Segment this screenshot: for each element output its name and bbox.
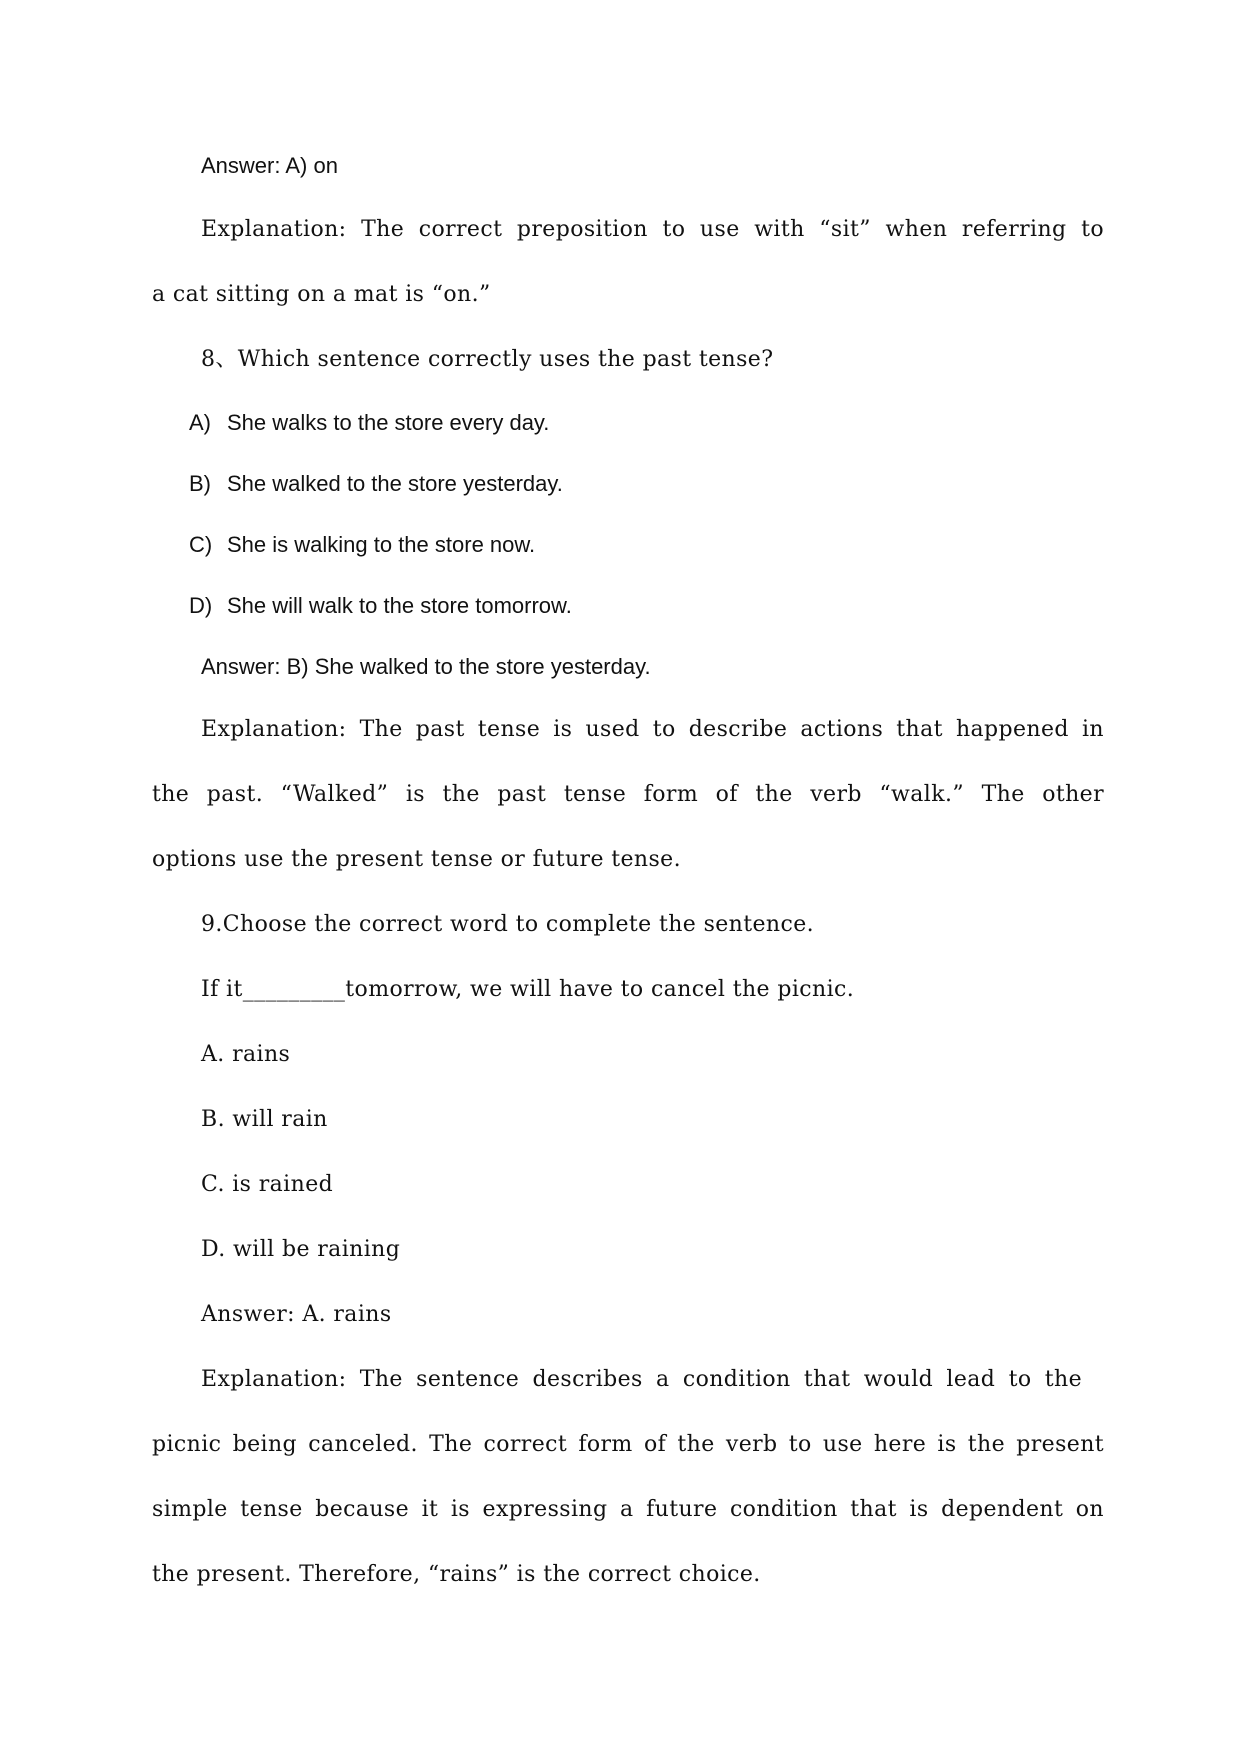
- q9-option-c: C. is rained: [201, 1172, 334, 1197]
- option-letter: A): [189, 410, 211, 435]
- q9-explanation-line1: Explanation: The sentence describes a condition that would lead to the: [201, 1367, 1082, 1392]
- q9-explanation-line3: simple tense because it is expressing a future condition that is dependent on: [152, 1497, 1104, 1522]
- q7-answer: Answer: A) on: [201, 153, 338, 178]
- q7-explanation-line1: Explanation: The correct preposition to use with “sit” when referring to: [201, 217, 1104, 242]
- option-text: She walked to the store yesterday.: [227, 471, 563, 496]
- q8-answer: Answer: B) She walked to the store yesterday.: [201, 654, 651, 679]
- q8-explanation-line3: options use the present tense or future tense.: [152, 847, 681, 872]
- q9-explanation-line2: picnic being canceled. The correct form of the verb to use here is the present: [152, 1432, 1104, 1457]
- q7-explanation-line2: a cat sitting on a mat is “on.”: [152, 282, 491, 307]
- option-text: She is walking to the store now.: [227, 532, 536, 557]
- q9-question: 9.Choose the correct word to complete the sentence.: [201, 912, 815, 937]
- q9-option-b: B. will rain: [201, 1107, 328, 1132]
- q8-explanation-line1: Explanation: The past tense is used to describe actions that happened in: [201, 717, 1104, 742]
- q9-option-a: A. rains: [201, 1042, 291, 1067]
- option-letter: D): [189, 593, 213, 618]
- option-letter: C): [189, 532, 213, 557]
- q9-explanation-line4: the present. Therefore, “rains” is the correct choice.: [152, 1562, 761, 1587]
- option-text: She will walk to the store tomorrow.: [227, 593, 572, 618]
- q9-answer: Answer: A. rains: [201, 1302, 392, 1327]
- q8-question: 8、Which sentence correctly uses the past tense?: [201, 347, 774, 372]
- option-text: She walks to the store every day.: [227, 410, 550, 435]
- q9-sentence: If it_________tomorrow, we will have to cancel the picnic.: [201, 977, 855, 1002]
- option-letter: B): [189, 471, 211, 496]
- q9-option-d: D. will be raining: [201, 1237, 401, 1262]
- q8-explanation-line2: the past. “Walked” is the past tense form of the verb “walk.” The other: [152, 782, 1104, 807]
